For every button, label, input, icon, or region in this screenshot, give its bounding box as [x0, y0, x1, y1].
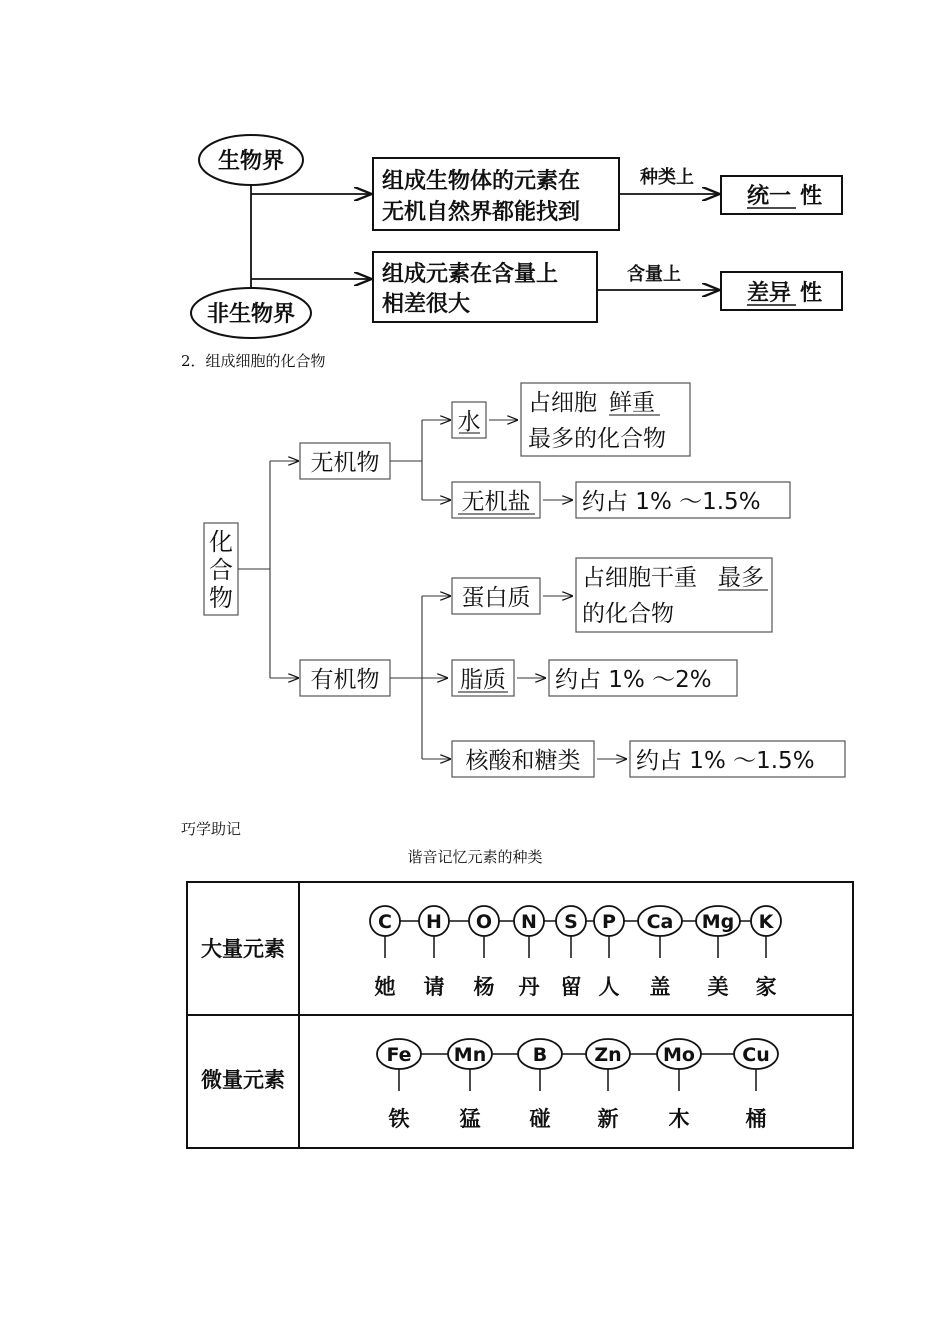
macro-element-symbol: H [426, 911, 442, 933]
micro-element-symbol: Cu [742, 1044, 770, 1066]
macro-mnemonic-char: 请 [423, 975, 445, 999]
macro-element-symbol: N [521, 911, 537, 933]
mnemonic-heading: 巧学助记 [181, 820, 242, 838]
organic-label: 有机物 [310, 667, 380, 693]
mnemonic-table [0, 872, 950, 1162]
water-desc-line1-a: 占细胞 [528, 390, 597, 416]
oval-nonbio-label: 非生物界 [206, 302, 296, 327]
protein-desc-line1-b: 最多 [718, 565, 764, 591]
box2-line2: 相差很大 [382, 292, 471, 317]
macro-mnemonic-char: 盖 [649, 975, 671, 999]
root-char-3: 物 [209, 584, 233, 612]
result2-underlined: 差异 [747, 281, 792, 306]
macro-mnemonic-char: 丹 [518, 975, 540, 999]
micro-mnemonic-char: 新 [597, 1107, 619, 1131]
micro-mnemonic-char: 铁 [388, 1107, 410, 1131]
macro-label: 大量元素 [201, 937, 285, 961]
macro-element-symbol: C [378, 911, 392, 933]
macro-element-symbol: K [758, 911, 774, 933]
box2-line1: 组成元素在含量上 [382, 262, 559, 287]
water-desc-line1-b: 鲜重 [609, 390, 655, 416]
macro-mnemonic-char: 她 [374, 975, 396, 999]
macro-mnemonic-char: 人 [598, 975, 620, 999]
macro-element-symbol: S [564, 911, 578, 933]
macro-element-symbol: Ca [646, 911, 674, 933]
root-char-2: 合 [209, 556, 233, 584]
protein-label: 蛋白质 [461, 585, 531, 611]
macro-mnemonic-char: 留 [560, 975, 582, 999]
micro-label: 微量元素 [201, 1068, 285, 1092]
micro-element-symbol: Fe [386, 1044, 412, 1066]
macro-mnemonic-char: 杨 [473, 975, 495, 999]
micro-mnemonic-char: 木 [668, 1107, 690, 1131]
water-desc-line2: 最多的化合物 [528, 426, 666, 452]
inorganic-label: 无机物 [310, 450, 380, 476]
box1-line2: 无机自然界都能找到 [382, 200, 581, 225]
salt-desc: 约占 1% ～1.5% [582, 489, 761, 515]
salt-label: 无机盐 [461, 489, 531, 515]
mnemonic-subheading: 谐音记忆元素的种类 [407, 848, 543, 866]
micro-mnemonic-char: 桶 [745, 1107, 767, 1131]
arrow2-label: 含量上 [627, 264, 681, 285]
protein-desc-line2: 的化合物 [582, 601, 674, 627]
micro-mnemonic-char: 猛 [459, 1107, 481, 1131]
result2-rest: 性 [800, 281, 823, 306]
macro-mnemonic-char: 美 [707, 975, 729, 999]
macro-mnemonic-char: 家 [755, 975, 777, 999]
root-char-1: 化 [209, 528, 233, 556]
macro-element-symbol: O [475, 911, 493, 933]
micro-mnemonic-char: 碰 [529, 1107, 551, 1131]
micro-element-symbol: Mn [453, 1044, 487, 1066]
micro-element-symbol: Mo [663, 1044, 695, 1066]
macro-element-symbol: Mg [701, 911, 735, 933]
lipid-label: 脂质 [460, 667, 506, 693]
micro-element-symbol: Zn [594, 1044, 622, 1066]
element-unity-diagram [0, 0, 950, 345]
compound-tree-diagram [0, 370, 950, 800]
water-label: 水 [457, 409, 481, 435]
protein-desc-line1-a: 占细胞干重 [582, 565, 697, 591]
box1-line1: 组成生物体的元素在 [382, 169, 581, 194]
macro-element-symbol: P [602, 911, 616, 933]
result1-rest: 性 [800, 184, 823, 209]
micro-element-symbol: B [532, 1044, 548, 1066]
arrow1-label: 种类上 [640, 167, 694, 188]
nucleic-label: 核酸和糖类 [465, 748, 581, 774]
oval-biosphere-label: 生物界 [217, 149, 285, 174]
section2-heading: 2．组成细胞的化合物 [181, 352, 326, 370]
lipid-desc: 约占 1% ～2% [555, 667, 712, 693]
result1-underlined: 统一 [747, 184, 792, 209]
nucleic-desc: 约占 1% ～1.5% [636, 748, 815, 774]
